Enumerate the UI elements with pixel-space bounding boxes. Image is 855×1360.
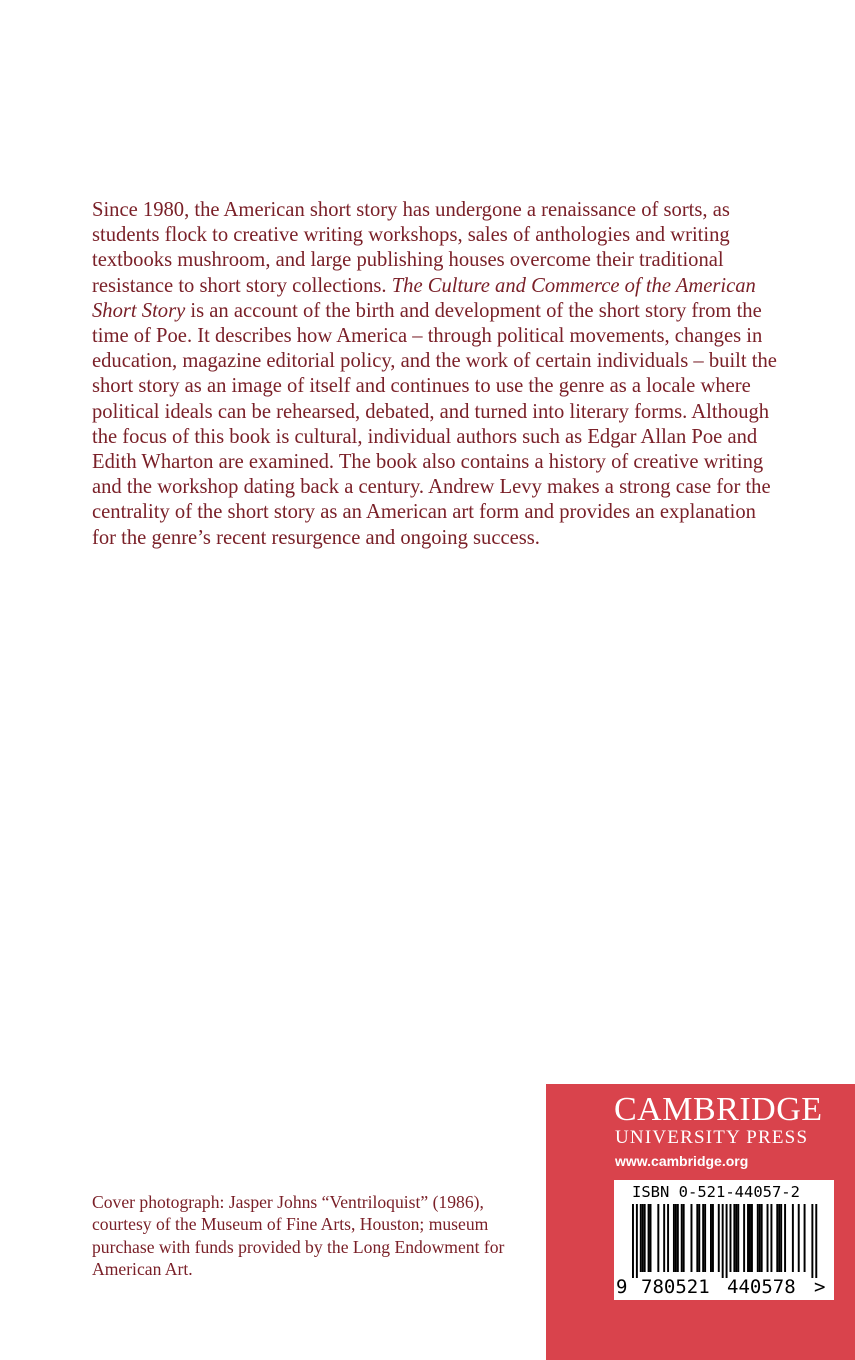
barcode-bar	[663, 1204, 665, 1272]
barcode-bar	[644, 1204, 646, 1272]
barcode-marker: >	[814, 1276, 826, 1298]
barcode-bar	[718, 1204, 720, 1272]
barcode-bar	[811, 1204, 813, 1278]
back-cover-blurb	[92, 198, 782, 551]
barcode-bar	[683, 1204, 685, 1272]
blurb-text-part2: is an account of the birth and development of the short story from the time of Poe. It describes how America – through political movements, changes in education, magazine editorial policy, and the work of certain individuals – built the short story as an image of itself and continues to use the genre as a locale where political ideals can be rehearsed, debated, and turned into literary forms. Although the focus of this book is cultural, individual authors such as Edgar Allan Poe and Edith Wharton are examined. The book also contains a history of creative writing and the workshop dating back a century. Andrew Levy makes a strong case for the centrality of the short story as an American art form and provides an explanation for the genre’s recent resurgence and ongoing success.	[92, 299, 777, 549]
barcode-bar	[770, 1204, 772, 1272]
barcode-bar	[726, 1204, 728, 1278]
barcode-bar	[710, 1204, 712, 1272]
barcode-bar	[743, 1204, 745, 1272]
barcode-bar	[815, 1204, 817, 1278]
barcode-bar	[648, 1204, 650, 1272]
barcode-bar	[657, 1204, 659, 1272]
barcode-bar	[642, 1204, 644, 1272]
barcode-bar	[712, 1204, 714, 1272]
barcode-bar	[747, 1204, 749, 1272]
barcode-bar	[767, 1204, 769, 1272]
barcode-bar	[784, 1204, 786, 1272]
barcode-bar	[704, 1204, 706, 1272]
barcode-bar	[702, 1204, 704, 1272]
barcode-bar	[691, 1204, 693, 1272]
isbn-barcode	[614, 1180, 834, 1300]
barcode-bar	[776, 1204, 778, 1272]
barcode-bar	[650, 1204, 652, 1272]
barcode-digits	[614, 1276, 834, 1300]
barcode-bar	[792, 1204, 794, 1272]
barcode-digits-left: 780521	[641, 1276, 710, 1298]
barcode-bar	[632, 1204, 634, 1278]
publisher-name: CAMBRIDGE	[614, 1091, 823, 1128]
barcode-bar	[735, 1204, 737, 1272]
barcode-bar	[675, 1204, 677, 1272]
barcode-bar	[722, 1204, 724, 1278]
blurb-text-part1: Since 1980, the American short story has undergone a renaissance of sorts, as students flock to creative writing workshops, sales of anthologies and writing textbooks mushroom, and large publishing houses overcome their traditional resistance to short story collections.	[92, 199, 730, 297]
cover-photo-credit: Cover photograph: Jasper Johns “Ventriloquist” (1986), courtesy of the Museum of Fine Arts, Houston; museum purchase with funds provided by the Long Endowment for American Art.	[92, 1192, 505, 1279]
barcode-bar	[636, 1204, 638, 1278]
barcode-bar	[640, 1204, 642, 1272]
barcode-bar	[749, 1204, 751, 1272]
barcode-bar	[677, 1204, 679, 1272]
barcode-digit-first: 9	[616, 1276, 628, 1298]
barcode-bar	[730, 1204, 732, 1272]
barcode-bar	[778, 1204, 780, 1272]
barcode-bar	[757, 1204, 759, 1272]
blurb-book-title: The Culture and Commerce of the American Short Story	[92, 274, 756, 322]
barcode-bar	[780, 1204, 782, 1272]
barcode-bar	[761, 1204, 763, 1272]
barcode-bar	[751, 1204, 753, 1272]
publisher-press-line: UNIVERSITY PRESS	[615, 1127, 809, 1148]
barcode-bar	[681, 1204, 683, 1272]
barcode-bar	[696, 1204, 698, 1272]
barcode-bar	[733, 1204, 735, 1272]
barcode-bar	[804, 1204, 806, 1272]
barcode-bar	[698, 1204, 700, 1272]
barcode-digits-right: 440578	[727, 1276, 796, 1298]
barcode-bar	[673, 1204, 675, 1272]
barcode-bar	[737, 1204, 739, 1272]
publisher-url: www.cambridge.org	[615, 1153, 749, 1169]
barcode-bar	[667, 1204, 669, 1272]
barcode-bar	[759, 1204, 761, 1272]
barcode-bar	[798, 1204, 800, 1272]
barcode-bars	[614, 1204, 834, 1278]
isbn-label: ISBN 0-521-44057-2	[632, 1183, 800, 1201]
